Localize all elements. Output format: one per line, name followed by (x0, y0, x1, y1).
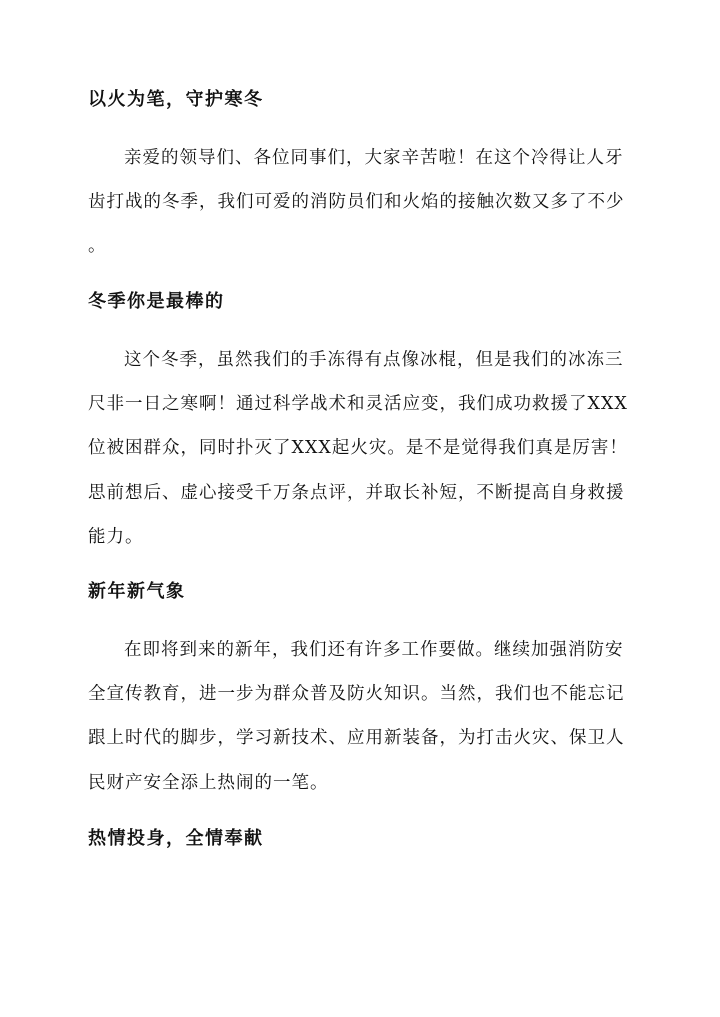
paragraph-line: 位被困群众，同时扑灭了XXX起火灾。是不是觉得我们真是厉害！ (88, 438, 628, 458)
paragraph-line: 。 (88, 236, 107, 256)
paragraph-line: 跟上时代的脚步，学习新技术、应用新装备，为打击火灾、保卫人 (88, 728, 625, 748)
paragraph-line: 思前想后、虚心接受千万条点评，并取长补短，不断提高自身救援 (88, 483, 625, 503)
section-heading-4: 热情投身，全情奉献 (88, 828, 264, 849)
paragraph-line: 齿打战的冬季，我们可爱的消防员们和火焰的接触次数又多了不少 (88, 192, 625, 212)
paragraph-line: 尺非一日之寒啊！通过科学战术和灵活应变，我们成功救援了XXX (88, 394, 628, 414)
paragraph-line: 全宣传教育，进一步为群众普及防火知识。当然，我们也不能忘记 (88, 684, 625, 704)
section-heading-1: 以火为笔，守护寒冬 (88, 89, 264, 110)
paragraph-line: 在即将到来的新年，我们还有许多工作要做。继续加强消防安 (124, 640, 624, 660)
section-heading-3: 新年新气象 (88, 581, 186, 602)
paragraph-line: 亲爱的领导们、各位同事们，大家辛苦啦！在这个冷得让人牙 (124, 148, 624, 168)
paragraph-line: 民财产安全添上热闹的一笔。 (88, 773, 329, 793)
paragraph-line: 这个冬季，虽然我们的手冻得有点像冰棍，但是我们的冰冻三 (124, 350, 624, 370)
section-heading-2: 冬季你是最棒的 (88, 291, 225, 312)
paragraph-line: 能力。 (88, 527, 144, 547)
